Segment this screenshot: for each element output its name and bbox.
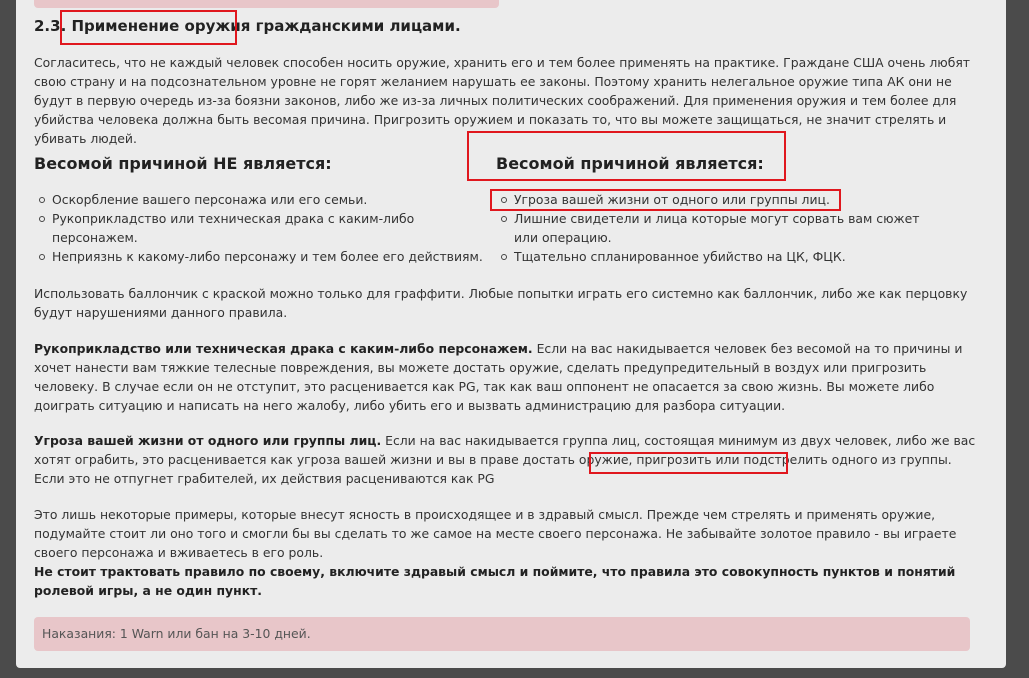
examples-paragraph: Это лишь некоторые примеры, которые внесут ясность в происходящее и в здравый смысл. Прежде чем стрелять и применять оружие, подумайте стоит ли оно того и смогли бы вы сделать то же самое на месте своего персонажа. Не забывайте золотое правило - вы играете своего персонажа и вживаетесь в его роль. bbox=[34, 507, 957, 560]
highlight-box-reason-item bbox=[490, 189, 841, 211]
intro-paragraph: Согласитесь, что не каждый человек способен носить оружие, хранить его и тем более применять на практике. Граждане США очень любят свою страну и на подсознательном уровне не горят желанием нарушать ее законы. Поэтому хранить нелегальное оружие типа АК они не будут в первую очередь из-за боязни законов, либо же из-за личных политических соображений. Для применения оружия и тем более для убийства человека должна быть весомая причина. Пригрозить оружием и показать то, что вы можете защищаться, не значит стрелять и убивать людей. bbox=[34, 55, 971, 146]
penalty-alert bbox=[34, 617, 970, 651]
warning-paragraph: Не стоит трактовать правило по своему, включите здравый смысл и поймите, что правила это совокупность пунктов и понятий ролевой игры, а не один пункт. bbox=[34, 564, 956, 598]
section-title: 2.3. Применение оружия гражданскими лицами. bbox=[34, 17, 461, 35]
threat-text: Если на вас накидывается группа лиц, состоящая минимум из двух человек, либо же вас хотят ограбить, это расценивается как угроза вашей жизни и вы в праве достать оружие, пригрозить или подстрелить одного из группы. Если это не отпугнет грабителей, их действия расцениваются как PG bbox=[34, 433, 976, 486]
spray-paragraph: Использовать баллончик с краской можно только для граффити. Любые попытки играть его системно как баллончик, либо же как перцовку будут нарушениями данного правила. bbox=[34, 286, 968, 320]
penalty-text: Наказания: 1 Warn или бан на 3-10 дней. bbox=[42, 626, 311, 641]
threat-paragraph bbox=[34, 431, 986, 488]
rules-panel bbox=[16, 0, 1006, 668]
previous-alert-strip bbox=[34, 0, 499, 8]
list-item: Неприязнь к какому-либо персонажу и тем более его действиям. bbox=[52, 247, 492, 266]
list-item: Рукоприкладство или техническая драка с каким-либо персонажем. bbox=[52, 209, 492, 247]
highlight-box-reason-heading bbox=[467, 131, 786, 181]
list-item: Тщательно спланированное убийство на ЦК, ФЦК. bbox=[514, 247, 944, 266]
not-reason-heading: Весомой причиной НЕ является: bbox=[34, 154, 332, 173]
reason-heading: Весомой причиной является: bbox=[496, 154, 764, 173]
list-item: Лишние свидетели и лица которые могут сорвать вам сюжет или операцию. bbox=[514, 209, 944, 247]
fight-text: Если на вас накидывается человек без весомой на то причины и хочет нанести вам тяжкие телесные повреждения, вы можете достать оружие, сделать предупредительный в воздух или пригрозить человеку. В случае если он не отступит, это расценивается как PG, так как ваш оппонент не опасается за свою жизнь. Вы можете либо доиграть ситуацию и написать на него жалобу, либо убить его и вызвать администрацию для разбора ситуации. bbox=[34, 341, 963, 413]
threat-bold-lead: Угроза вашей жизни от одного или группы лиц. bbox=[34, 433, 382, 448]
not-reason-list bbox=[34, 190, 492, 266]
list-item: Угроза вашей жизни от одного или группы лиц. bbox=[514, 190, 944, 209]
highlight-box-shoot-phrase bbox=[589, 452, 788, 474]
fight-paragraph bbox=[34, 339, 986, 415]
list-item: Оскорбление вашего персонажа или его семьи. bbox=[52, 190, 492, 209]
fight-bold-lead: Рукоприкладство или техническая драка с каким-либо персонажем. bbox=[34, 341, 533, 356]
highlight-box-title bbox=[60, 10, 237, 45]
